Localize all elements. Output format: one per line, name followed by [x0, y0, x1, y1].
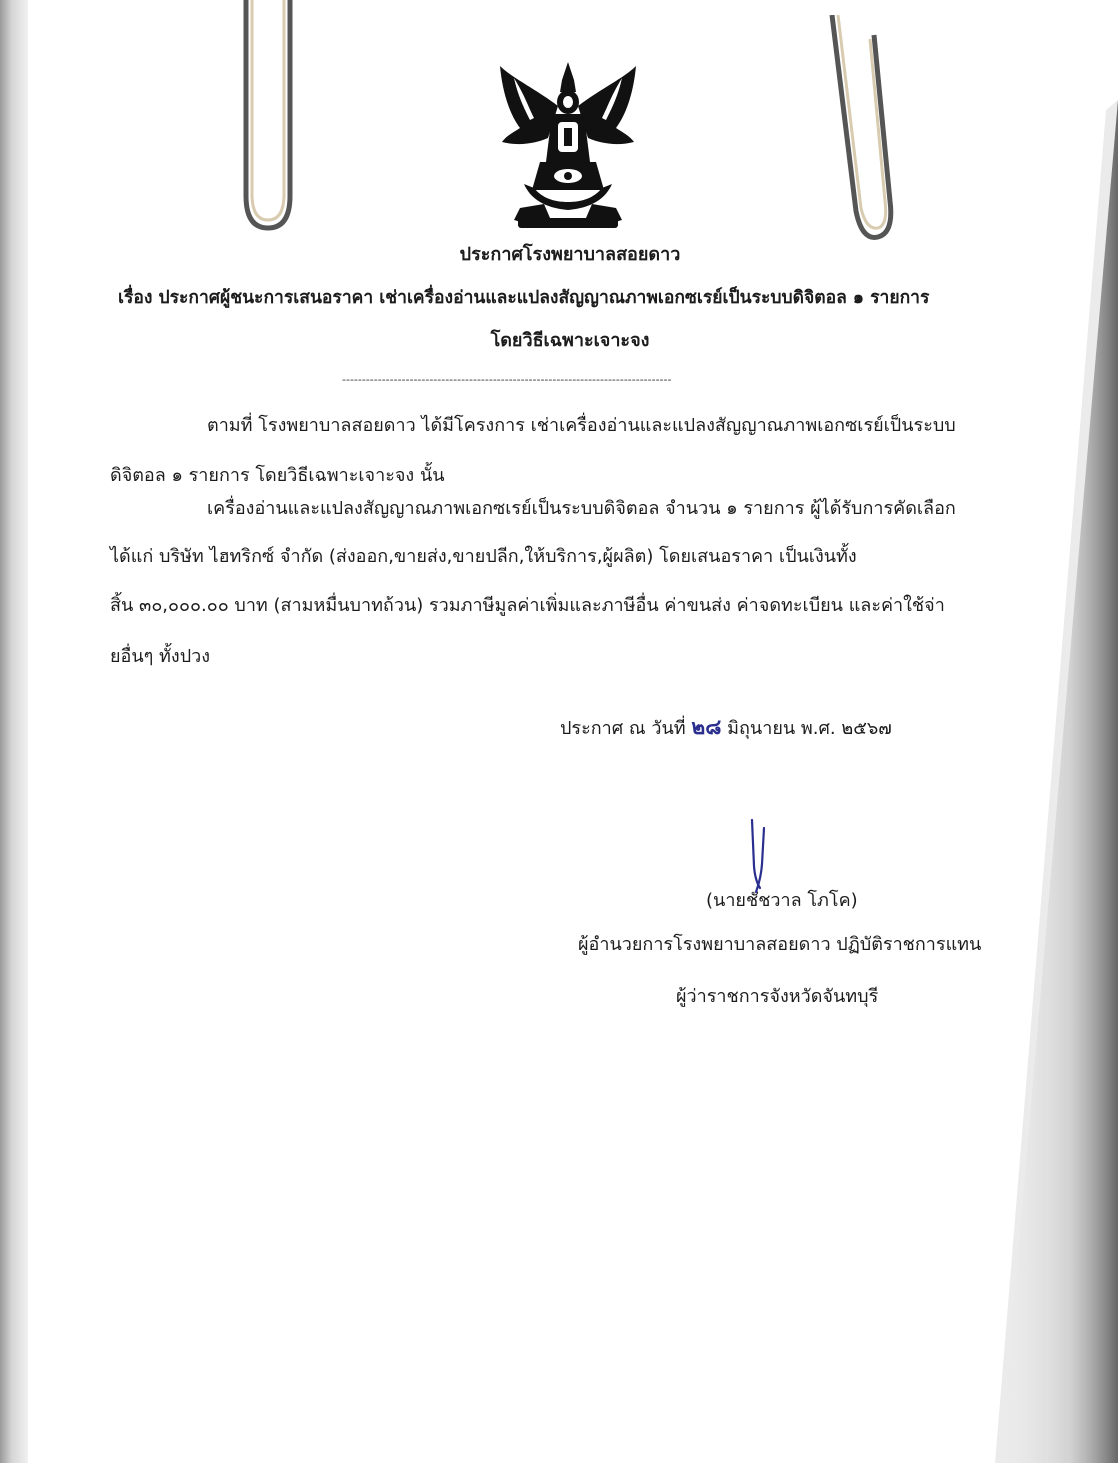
announcement-subject: เรื่อง ประกาศผู้ชนะการเสนอราคา เช่าเครื่องอ่านและแปลงสัญญาณภาพเอกซเรย์เป็นระบบดิจิตอล ๑ รายการ — [118, 288, 930, 308]
paragraph-2-line-4: ยอื่นๆ ทั้งปวง — [110, 646, 211, 667]
garuda-emblem — [494, 58, 642, 230]
date-prefix: ประกาศ ณ วันที่ — [560, 718, 686, 739]
paper-clip-left — [238, 0, 296, 238]
paragraph-2-line-2: ได้แก่ บริษัท ไฮทริกซ์ จำกัด (ส่งออก,ขายส่ง,ขายปลีก,ให้บริการ,ผู้ผลิต) โดยเสนอราคา เป็นเงินทั้ง — [110, 546, 857, 567]
signatory-authority: ผู้ว่าราชการจังหวัดจันทบุรี — [676, 986, 879, 1007]
paper-clip-right — [826, 15, 898, 247]
signatory-position: ผู้อำนวยการโรงพยาบาลสอยดาว ปฏิบัติราชการแทน — [578, 934, 982, 955]
date-month-year: มิถุนายน พ.ศ. ๒๕๖๗ — [727, 718, 892, 739]
paragraph-2-line-3: สิ้น ๓๐,๐๐๐.๐๐ บาท (สามหมื่นบาทถ้วน) รวมภาษีมูลค่าเพิ่มและภาษีอื่น ค่าขนส่ง ค่าจดทะเบียน และค่าใช้จ่า — [110, 595, 945, 616]
handwritten-signature — [738, 818, 778, 898]
announcement-subject-method: โดยวิธีเฉพาะเจาะจง — [490, 330, 650, 351]
signatory-name: (นายชัชวาล โภโค) — [706, 890, 858, 911]
date-day-handwritten: ๒๘ — [691, 715, 722, 739]
paragraph-1-line-1: ตามที่ โรงพยาบาลสอยดาว ได้มีโครงการ เช่าเครื่องอ่านและแปลงสัญญาณภาพเอกซเรย์เป็นระบบ — [207, 415, 956, 436]
divider-line: ----------------------------------------------------------------------------------- — [342, 373, 672, 386]
paragraph-1-line-2: ดิจิตอล ๑ รายการ โดยวิธีเฉพาะเจาะจง นั้น — [110, 465, 445, 486]
announcement-heading: ประกาศโรงพยาบาลสอยดาว — [459, 244, 681, 265]
announcement-date — [560, 715, 892, 741]
paragraph-2-line-1: เครื่องอ่านและแปลงสัญญาณภาพเอกซเรย์เป็นระบบดิจิตอล จำนวน ๑ รายการ ผู้ได้รับการคัดเลือก — [207, 498, 956, 519]
